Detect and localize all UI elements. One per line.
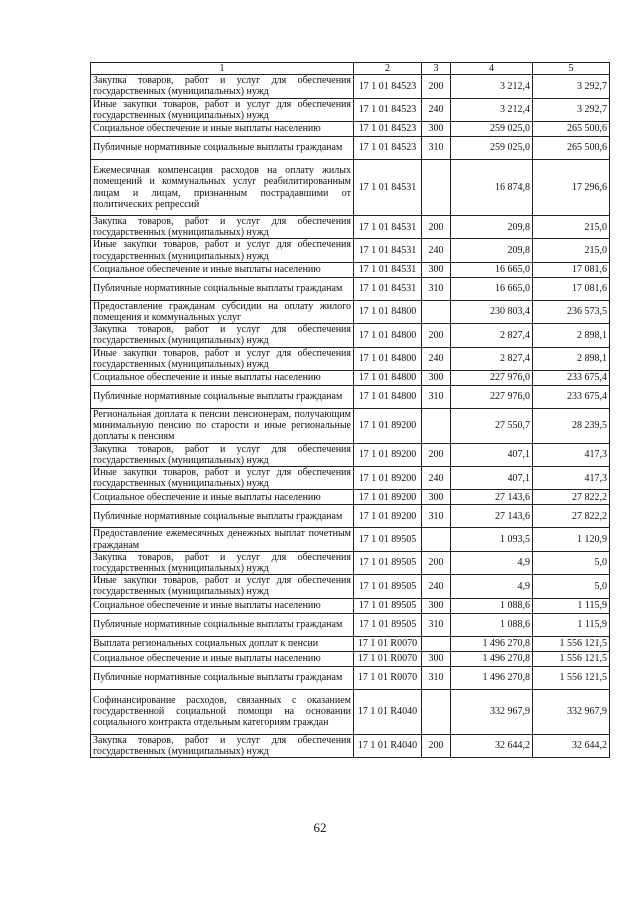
table-row: [91, 262, 610, 277]
row-name-cell: Предоставление ежемесячных денежных выплат почетным гражданам: [91, 528, 354, 551]
row-type-cell: 240: [422, 239, 451, 262]
row-value-col5: 417,3: [533, 467, 610, 490]
row-value-col5: 1 120,9: [533, 528, 610, 551]
row-value-col4: 32 644,2: [451, 734, 533, 757]
row-name-cell: Социальное обеспечение и иные выплаты населению: [91, 598, 354, 613]
row-type-cell: 300: [422, 122, 451, 137]
row-value-col4: 2 827,4: [451, 347, 533, 370]
row-code-cell: 17 1 01 89505: [354, 613, 422, 636]
row-code-cell: 17 1 01 89200: [354, 443, 422, 466]
row-value-col4: 16 665,0: [451, 277, 533, 300]
row-code-cell: 17 1 01 89200: [354, 409, 422, 444]
row-value-col5: 215,0: [533, 216, 610, 239]
table-row: [91, 528, 610, 551]
row-type-cell: [422, 160, 451, 216]
budget-sheet: [90, 62, 609, 758]
row-value-col5: 417,3: [533, 443, 610, 466]
row-type-cell: [422, 689, 451, 734]
row-name-cell: Социальное обеспечение и иные выплаты населению: [91, 651, 354, 666]
header-col-2: 2: [354, 63, 422, 75]
row-value-col4: 230 803,4: [451, 300, 533, 323]
table-row: [91, 443, 610, 466]
row-value-col5: 265 500,6: [533, 137, 610, 160]
row-type-cell: 310: [422, 277, 451, 300]
table-row: [91, 636, 610, 651]
row-type-cell: 300: [422, 490, 451, 505]
table-row: [91, 467, 610, 490]
row-value-col4: 1 496 270,8: [451, 636, 533, 651]
row-value-col5: 2 898,1: [533, 324, 610, 347]
row-code-cell: 17 1 01 84531: [354, 277, 422, 300]
row-value-col5: 32 644,2: [533, 734, 610, 757]
row-name-cell: Ежемесячная компенсация расходов на оплату жилых помещений и коммунальных услуг реабилитированным лицам и лицам, признанным пострадавшими от политических репрессий: [91, 160, 354, 216]
table-row: [91, 666, 610, 689]
row-name-cell: Софинансирование расходов, связанных с оказанием государственной социальной помощи на основании социального контракта отдельным категориям граждан: [91, 689, 354, 734]
row-name-cell: Выплата региональных социальных доплат к пенсии: [91, 636, 354, 651]
row-name-cell: Иные закупки товаров, работ и услуг для обеспечения государственных (муниципальных) нужд: [91, 347, 354, 370]
row-name-cell: Социальное обеспечение и иные выплаты населению: [91, 262, 354, 277]
header-col-5: 5: [533, 63, 610, 75]
row-type-cell: 300: [422, 651, 451, 666]
row-name-cell: Публичные нормативные социальные выплаты гражданам: [91, 137, 354, 160]
row-value-col4: 407,1: [451, 467, 533, 490]
row-type-cell: 300: [422, 598, 451, 613]
row-type-cell: 310: [422, 666, 451, 689]
table-row: [91, 409, 610, 444]
row-type-cell: 240: [422, 575, 451, 598]
row-value-col4: 209,8: [451, 216, 533, 239]
row-value-col4: 2 827,4: [451, 324, 533, 347]
row-code-cell: 17 1 01 89200: [354, 467, 422, 490]
row-value-col5: 2 898,1: [533, 347, 610, 370]
row-code-cell: 17 1 01 84523: [354, 98, 422, 121]
table-row: [91, 371, 610, 386]
row-type-cell: 310: [422, 386, 451, 409]
row-type-cell: 300: [422, 262, 451, 277]
row-value-col5: 233 675,4: [533, 386, 610, 409]
row-value-col5: 5,0: [533, 575, 610, 598]
page-number: 62: [313, 820, 327, 835]
table-row: [91, 216, 610, 239]
row-value-col5: 215,0: [533, 239, 610, 262]
row-value-col4: 3 212,4: [451, 75, 533, 98]
row-value-col4: 3 212,4: [451, 98, 533, 121]
row-code-cell: 17 1 01 84531: [354, 160, 422, 216]
table-row: [91, 300, 610, 323]
row-value-col4: 16 874,8: [451, 160, 533, 216]
table-row: [91, 490, 610, 505]
row-value-col4: 16 665,0: [451, 262, 533, 277]
row-name-cell: Публичные нормативные социальные выплаты гражданам: [91, 386, 354, 409]
table-row: [91, 277, 610, 300]
row-name-cell: Закупка товаров, работ и услуг для обеспечения государственных (муниципальных) нужд: [91, 75, 354, 98]
table-row: [91, 651, 610, 666]
row-value-col5: 27 822,2: [533, 490, 610, 505]
row-value-col4: 227 976,0: [451, 371, 533, 386]
table-row: [91, 505, 610, 528]
row-value-col5: 233 675,4: [533, 371, 610, 386]
row-value-col5: 28 239,5: [533, 409, 610, 444]
row-value-col4: 4,9: [451, 551, 533, 574]
row-name-cell: Иные закупки товаров, работ и услуг для обеспечения государственных (муниципальных) нужд: [91, 575, 354, 598]
row-value-col4: 259 025,0: [451, 122, 533, 137]
row-value-col4: 1 093,5: [451, 528, 533, 551]
row-code-cell: 17 1 01 R4040: [354, 734, 422, 757]
row-code-cell: 17 1 01 84523: [354, 122, 422, 137]
row-type-cell: 200: [422, 443, 451, 466]
table-row: [91, 386, 610, 409]
row-name-cell: Иные закупки товаров, работ и услуг для обеспечения государственных (муниципальных) нужд: [91, 239, 354, 262]
row-value-col5: 1 115,9: [533, 613, 610, 636]
row-code-cell: 17 1 01 R4040: [354, 689, 422, 734]
row-type-cell: 240: [422, 347, 451, 370]
row-name-cell: Закупка товаров, работ и услуг для обеспечения государственных (муниципальных) нужд: [91, 734, 354, 757]
table-row: [91, 98, 610, 121]
row-name-cell: Предоставление гражданам субсидии на оплату жилого помещения и коммунальных услуг: [91, 300, 354, 323]
table-row: [91, 137, 610, 160]
row-code-cell: 17 1 01 84800: [354, 324, 422, 347]
row-type-cell: 310: [422, 505, 451, 528]
table-row: [91, 551, 610, 574]
row-value-col4: 209,8: [451, 239, 533, 262]
row-value-col4: 1 496 270,8: [451, 666, 533, 689]
row-name-cell: Публичные нормативные социальные выплаты гражданам: [91, 505, 354, 528]
row-code-cell: 17 1 01 89505: [354, 528, 422, 551]
row-type-cell: 310: [422, 137, 451, 160]
table-row: [91, 122, 610, 137]
row-type-cell: 240: [422, 467, 451, 490]
row-type-cell: 240: [422, 98, 451, 121]
table-row: [91, 160, 610, 216]
row-value-col5: 3 292,7: [533, 75, 610, 98]
row-value-col4: 4,9: [451, 575, 533, 598]
table-row: [91, 734, 610, 757]
row-value-col5: 17 081,6: [533, 262, 610, 277]
row-type-cell: [422, 409, 451, 444]
budget-table: [90, 62, 610, 758]
row-name-cell: Закупка товаров, работ и услуг для обеспечения государственных (муниципальных) нужд: [91, 216, 354, 239]
row-value-col4: 259 025,0: [451, 137, 533, 160]
row-value-col4: 407,1: [451, 443, 533, 466]
row-code-cell: 17 1 01 R0070: [354, 636, 422, 651]
row-code-cell: 17 1 01 84531: [354, 216, 422, 239]
row-name-cell: Публичные нормативные социальные выплаты гражданам: [91, 613, 354, 636]
row-value-col4: 332 967,9: [451, 689, 533, 734]
row-name-cell: Публичные нормативные социальные выплаты гражданам: [91, 277, 354, 300]
row-value-col4: 1 088,6: [451, 598, 533, 613]
row-type-cell: [422, 636, 451, 651]
table-row: [91, 598, 610, 613]
table-row: [91, 75, 610, 98]
table-row: [91, 239, 610, 262]
table-body: [91, 75, 610, 758]
row-code-cell: 17 1 01 84523: [354, 75, 422, 98]
row-type-cell: 200: [422, 551, 451, 574]
row-value-col4: 1 088,6: [451, 613, 533, 636]
table-row: [91, 613, 610, 636]
row-value-col5: 27 822,2: [533, 505, 610, 528]
row-code-cell: 17 1 01 84800: [354, 386, 422, 409]
row-type-cell: 300: [422, 371, 451, 386]
row-type-cell: 200: [422, 75, 451, 98]
row-value-col5: 1 556 121,5: [533, 636, 610, 651]
row-code-cell: 17 1 01 89505: [354, 598, 422, 613]
row-type-cell: 200: [422, 734, 451, 757]
row-name-cell: Иные закупки товаров, работ и услуг для обеспечения государственных (муниципальных) нужд: [91, 98, 354, 121]
row-value-col5: 5,0: [533, 551, 610, 574]
row-code-cell: 17 1 01 89505: [354, 551, 422, 574]
row-value-col5: 332 967,9: [533, 689, 610, 734]
row-code-cell: 17 1 01 89505: [354, 575, 422, 598]
row-value-col5: 17 081,6: [533, 277, 610, 300]
row-name-cell: Социальное обеспечение и иные выплаты населению: [91, 371, 354, 386]
row-value-col4: 27 143,6: [451, 505, 533, 528]
row-name-cell: Иные закупки товаров, работ и услуг для обеспечения государственных (муниципальных) нужд: [91, 467, 354, 490]
row-value-col5: 1 556 121,5: [533, 666, 610, 689]
row-value-col5: 1 556 121,5: [533, 651, 610, 666]
row-code-cell: 17 1 01 84531: [354, 262, 422, 277]
row-value-col4: 227 976,0: [451, 386, 533, 409]
row-type-cell: [422, 528, 451, 551]
row-name-cell: Закупка товаров, работ и услуг для обеспечения государственных (муниципальных) нужд: [91, 443, 354, 466]
row-value-col4: 1 496 270,8: [451, 651, 533, 666]
header-row: [91, 63, 610, 75]
row-name-cell: Публичные нормативные социальные выплаты гражданам: [91, 666, 354, 689]
header-col-1: 1: [91, 63, 354, 75]
row-type-cell: 200: [422, 216, 451, 239]
row-value-col4: 27 550,7: [451, 409, 533, 444]
row-name-cell: Закупка товаров, работ и услуг для обеспечения государственных (муниципальных) нужд: [91, 551, 354, 574]
row-value-col5: 1 115,9: [533, 598, 610, 613]
row-code-cell: 17 1 01 89200: [354, 490, 422, 505]
row-type-cell: 310: [422, 613, 451, 636]
row-name-cell: Социальное обеспечение и иные выплаты населению: [91, 490, 354, 505]
row-name-cell: Региональная доплата к пенсии пенсионерам, получающим минимальную пенсию по старости и иные региональные доплаты к пенсиям: [91, 409, 354, 444]
table-row: [91, 689, 610, 734]
row-value-col4: 27 143,6: [451, 490, 533, 505]
row-type-cell: [422, 300, 451, 323]
header-col-4: 4: [451, 63, 533, 75]
row-code-cell: 17 1 01 89200: [354, 505, 422, 528]
row-value-col5: 17 296,6: [533, 160, 610, 216]
row-value-col5: 3 292,7: [533, 98, 610, 121]
table-row: [91, 575, 610, 598]
row-name-cell: Социальное обеспечение и иные выплаты населению: [91, 122, 354, 137]
row-value-col5: 265 500,6: [533, 122, 610, 137]
row-code-cell: 17 1 01 R0070: [354, 666, 422, 689]
row-code-cell: 17 1 01 R0070: [354, 651, 422, 666]
row-code-cell: 17 1 01 84800: [354, 300, 422, 323]
table-row: [91, 324, 610, 347]
row-code-cell: 17 1 01 84531: [354, 239, 422, 262]
row-code-cell: 17 1 01 84800: [354, 347, 422, 370]
row-code-cell: 17 1 01 84523: [354, 137, 422, 160]
table-row: [91, 347, 610, 370]
header-col-3: 3: [422, 63, 451, 75]
row-name-cell: Закупка товаров, работ и услуг для обеспечения государственных (муниципальных) нужд: [91, 324, 354, 347]
row-code-cell: 17 1 01 84800: [354, 371, 422, 386]
row-type-cell: 200: [422, 324, 451, 347]
row-value-col5: 236 573,5: [533, 300, 610, 323]
